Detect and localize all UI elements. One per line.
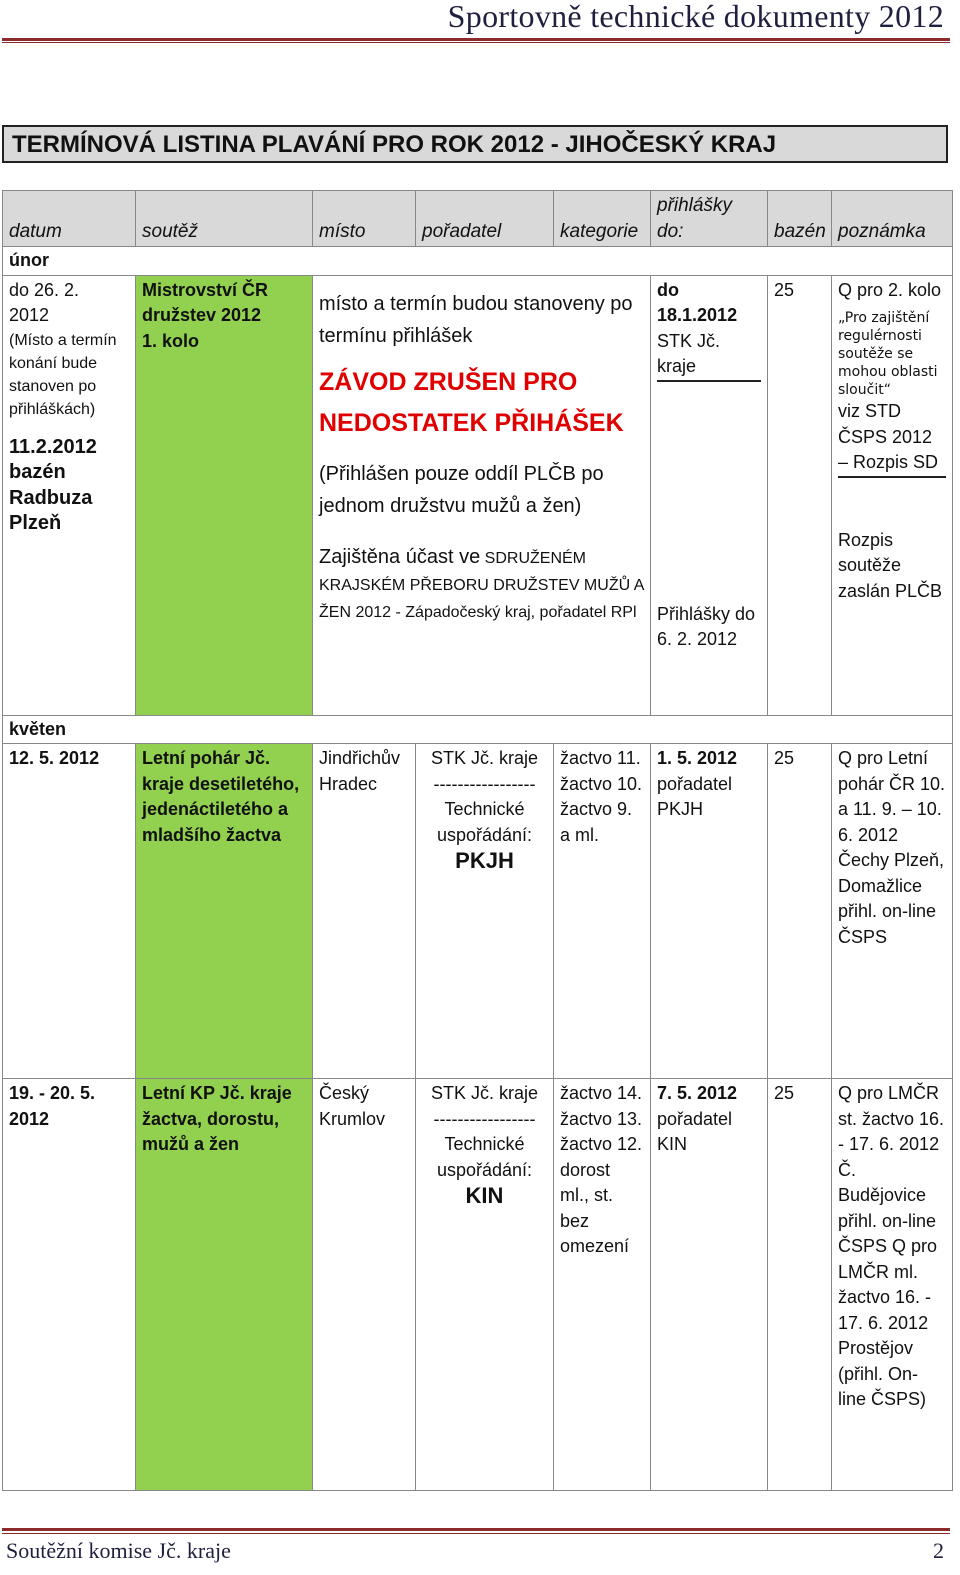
footer-organization: Soutěžní komise Jč. kraje — [6, 1538, 231, 1563]
col-poznamka: poznámka — [832, 191, 953, 247]
bazen-cell: 25 — [768, 1079, 832, 1491]
poznamka-cell: Q pro 2. kolo „Pro zajištění regulérnosti soutěže se mohou oblasti sloučit“ viz STD ČSPS 2012 – Rozpis SD Rozpis soutěže zaslán PLČB — [832, 275, 953, 715]
header-rule-thin — [2, 42, 950, 43]
prihlasky-cell: 7. 5. 2012 pořadatel KIN — [651, 1079, 768, 1491]
soutez-cell: Letní KP Jč. kraje žactva, dorostu, mužů a žen — [136, 1079, 313, 1491]
header-rule — [2, 38, 950, 41]
bazen-cell: 25 — [768, 275, 832, 715]
footer-rule-thin — [2, 1533, 950, 1534]
col-kategorie: kategorie — [554, 191, 651, 247]
month-label: květen — [3, 715, 953, 744]
datum-cell: do 26. 2. 2012 (Místo a termín konání bude stanoven po přihláškách) 11.2.2012 bazén Radbuza Plzeň — [3, 275, 136, 715]
prihlasky-cell: 1. 5. 2012 pořadatel PKJH — [651, 744, 768, 1079]
misto-cell: Český Krumlov — [313, 1079, 416, 1491]
month-row-unor — [3, 247, 953, 276]
col-poradatel: pořadatel — [416, 191, 554, 247]
bazen-cell: 25 — [768, 744, 832, 1079]
event-row-letni-kp — [3, 1079, 953, 1491]
kategorie-cell: žactvo 11. žactvo 10. žactvo 9. a ml. — [554, 744, 651, 1079]
poznamka-cell: Q pro LMČR st. žactvo 16. - 17. 6. 2012 Č. Budějovice přihl. on-line ČSPS Q pro LMČR ml. žactvo 16. - 17. 6. 2012 Prostějov (přihl. On-line ČSPS) — [832, 1079, 953, 1491]
poznamka-cell: Q pro Letní pohár ČR 10. a 11. 9. – 10. 6. 2012 Čechy Plzeň, Domažlice přihl. on-line ČSPS — [832, 744, 953, 1079]
prihlasky-cell: do 18.1.2012 STK Jč. kraje Přihlášky do 6. 2. 2012 — [651, 275, 768, 715]
page-number: 2 — [933, 1538, 944, 1563]
col-prihlasky: přihlášky do: — [651, 191, 768, 247]
col-soutez: soutěž — [136, 191, 313, 247]
month-row-kveten — [3, 715, 953, 744]
col-misto: místo — [313, 191, 416, 247]
schedule-table — [2, 190, 953, 1491]
event-row-letni-pohar — [3, 744, 953, 1079]
footer-rule — [2, 1528, 950, 1531]
cancelled-notice: ZÁVOD ZRUŠEN PRO NEDOSTATEK PŘIHÁŠEK — [319, 367, 624, 437]
col-datum: datum — [3, 191, 136, 247]
document-header-title: Sportovně technické dokumenty 2012 — [447, 0, 944, 34]
datum-cell: 12. 5. 2012 — [3, 744, 136, 1079]
poradatel-cell: STK Jč. kraje ----------------- Technické uspořádání: KIN — [416, 1079, 554, 1491]
soutez-cell: Letní pohár Jč. kraje desetiletého, jedenáctiletého a mladšího žactva — [136, 744, 313, 1079]
col-bazen: bazén — [768, 191, 832, 247]
misto-cell: místo a termín budou stanoveny po termínu přihlášek ZÁVOD ZRUŠEN PRO NEDOSTATEK PŘIHÁŠEK (Přihlášen pouze oddíl PLČB po jednom družstvu mužů a žen) Zajištěna účast ve SDRUŽENÉM KRAJSKÉM PŘEBORU DRUŽSTEV MUŽŮ A ŽEN 2012 - Západočeský kraj, pořadatel RPl — [313, 275, 651, 715]
header-row — [3, 191, 953, 247]
misto-cell: Jindřichův Hradec — [313, 744, 416, 1079]
poradatel-cell: STK Jč. kraje ----------------- Technické uspořádání: PKJH — [416, 744, 554, 1079]
kategorie-cell: žactvo 14. žactvo 13. žactvo 12. dorost ml., st. bez omezení — [554, 1079, 651, 1491]
event-row-mcr-druzstev — [3, 275, 953, 715]
main-title: TERMÍNOVÁ LISTINA PLAVÁNÍ PRO ROK 2012 - JIHOČESKÝ KRAJ — [2, 125, 948, 163]
month-label: únor — [3, 247, 953, 276]
datum-cell: 19. - 20. 5. 2012 — [3, 1079, 136, 1491]
soutez-cell: Mistrovství ČR družstev 2012 1. kolo — [136, 275, 313, 715]
